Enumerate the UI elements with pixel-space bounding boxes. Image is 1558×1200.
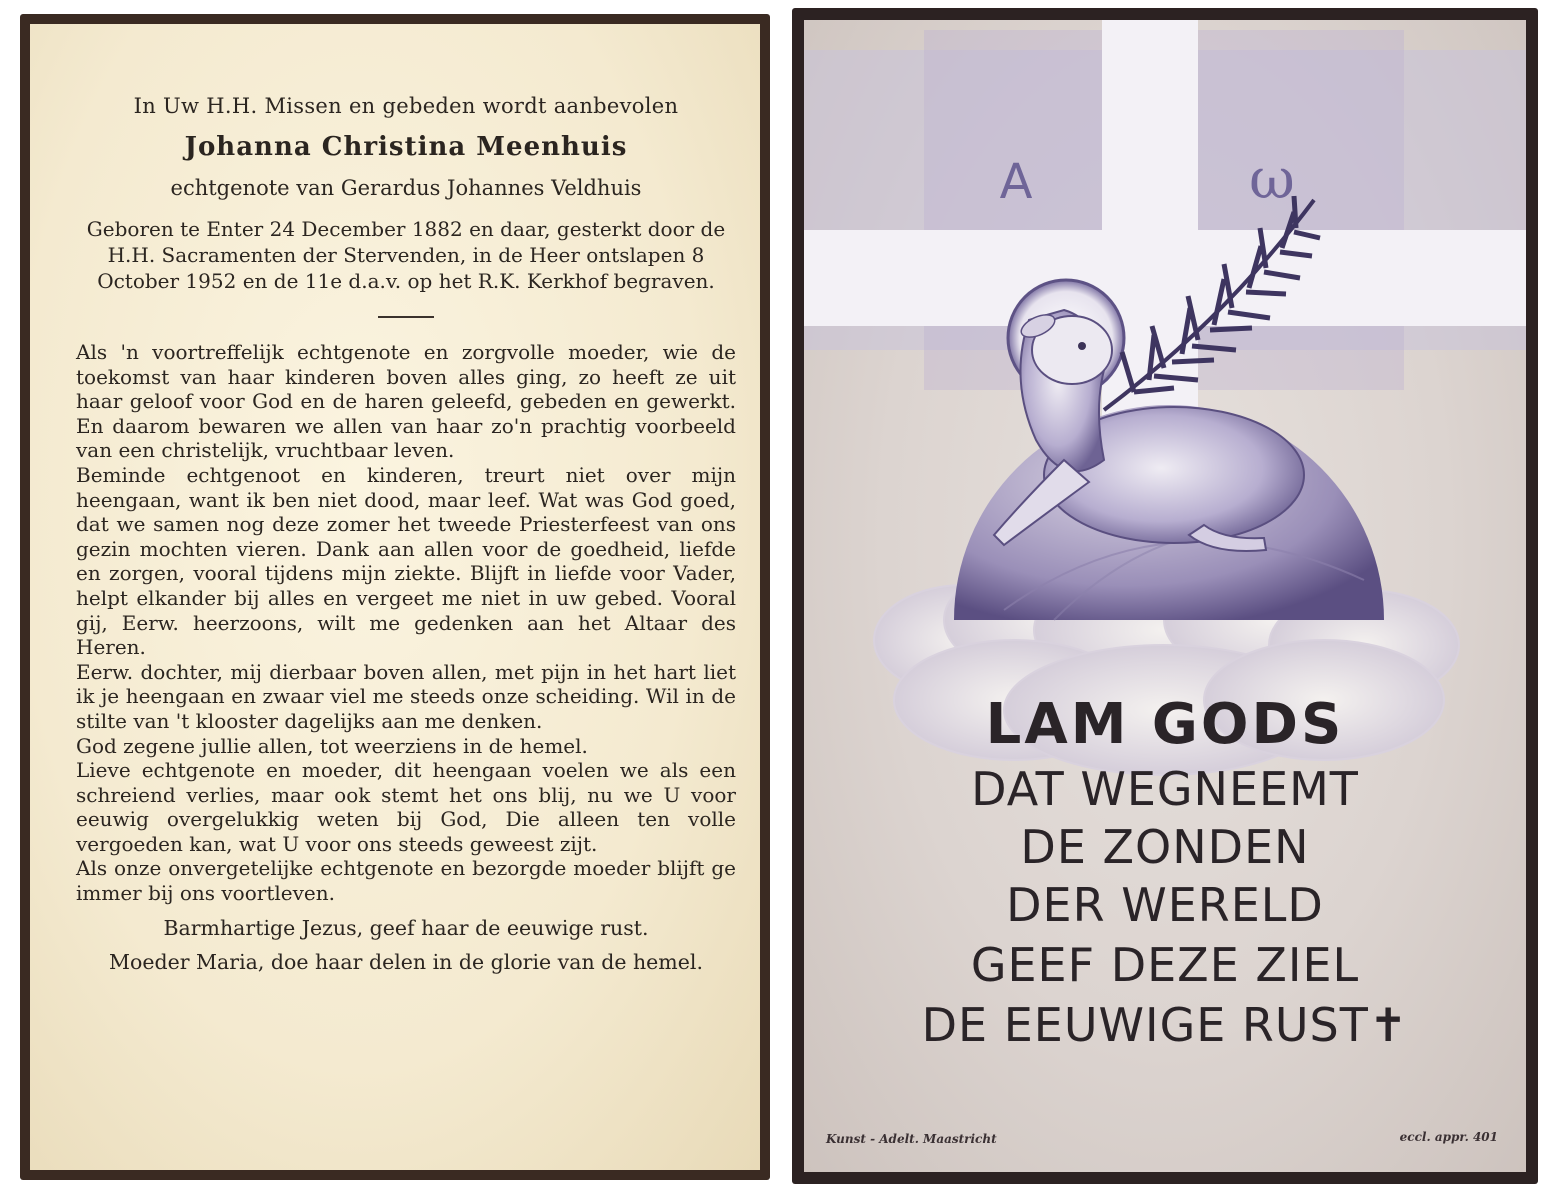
memorial-card-image-side <box>792 8 1538 1184</box>
body-paragraph: Eerw. dochter, mij dierbaar boven allen, met pijn in het hart liet ik je heengaan en zwaar viel me steeds onze scheiding. Wil in de stilte van 't klooster dagelijks aan me denken. <box>76 659 736 733</box>
prayer-line: GEEF DEZE ZIEL <box>970 938 1360 992</box>
card-paper <box>30 24 760 1170</box>
birth-death-details: Geboren te Enter 24 December 1882 en daar, gesterkt door de H.H. Sacramenten der Stervenden, in de Heer ontslapen 8 October 1952 en de 11e d.a.v. op het R.K. Kerkhof begraven. <box>86 217 726 293</box>
memorial-card-text-side <box>20 14 770 1180</box>
card-paper <box>804 20 1526 1172</box>
prayer-line: DE EEUWIGE RUST✝ <box>921 998 1409 1052</box>
cross-horizontal <box>804 230 1526 326</box>
prayer-line: DAT WEGNEEMT <box>971 762 1359 816</box>
body-paragraph: Als onze onvergetelijke echtgenote en bezorgde moeder blijft ge immer bij ons voortleven. <box>76 856 736 906</box>
prayer-line: DE ZONDEN <box>1020 820 1310 874</box>
card-text-block <box>76 94 736 976</box>
divider-rule <box>378 316 434 318</box>
intro-line: In Uw H.H. Missen en gebeden wordt aanbevolen <box>133 94 679 118</box>
closing-prayer-jesus: Barmhartige Jezus, geef haar de eeuwige rust. <box>163 915 649 940</box>
ecclesiastical-approval: eccl. appr. 401 <box>1399 1130 1498 1144</box>
body-paragraph: God zegene jullie allen, tot weerziens in de hemel. <box>76 733 588 758</box>
lamb-eye <box>1078 342 1086 350</box>
publisher-imprint: Kunst - Adelt. Maastricht <box>826 1132 997 1146</box>
closing-prayer-maria: Moeder Maria, doe haar delen in de glorie van de hemel. <box>109 949 703 974</box>
prayer-line: DER WERELD <box>1006 878 1324 932</box>
deceased-name: Johanna Christina Meenhuis <box>184 132 628 162</box>
alpha-symbol: A <box>999 154 1033 210</box>
lam-gods-title: LAM GODS <box>985 692 1345 757</box>
body-paragraph: Lieve echtgenote en moeder, dit heengaan voelen we als een schreiend verlies, maar ook stemt het ons blij, nu we U voor eeuwig overgelukkig weten bij God, Die alleen ten volle vergoeden kan, wat U voor ons steeds geweest zijt. <box>76 758 736 856</box>
body-paragraph: Als 'n voortreffelijk echtgenote en zorgvolle moeder, wie de toekomst van haar kinderen boven alles ging, zo heeft ze uit haar geloof voor God en de haren geleefd, gebeden en gewerkt. En daarom bewaren we allen van haar zo'n prachtig voorbeeld van een christelijk, vruchtbaar leven. <box>76 340 736 463</box>
spouse-line: echtgenote van Gerardus Johannes Veldhuis <box>170 176 642 200</box>
omega-symbol: ω <box>1249 147 1295 212</box>
body-paragraph: Beminde echtgenoot en kinderen, treurt niet over mijn heengaan, want ik ben niet dood, maar leef. Wat was God goed, dat we samen nog deze zomer het tweede Priesterfeest van ons gezin mochten vieren. Dank aan allen voor de goedheid, liefde en zorgen, vooral tijdens mijn ziekte. Blijft in liefde voor Vader, helpt elkander bij alles en vergeet me niet in uw gebed. Vooral gij, Eerw. heerzoons, wilt me gedenken aan het Altaar des Heren. <box>76 462 736 660</box>
